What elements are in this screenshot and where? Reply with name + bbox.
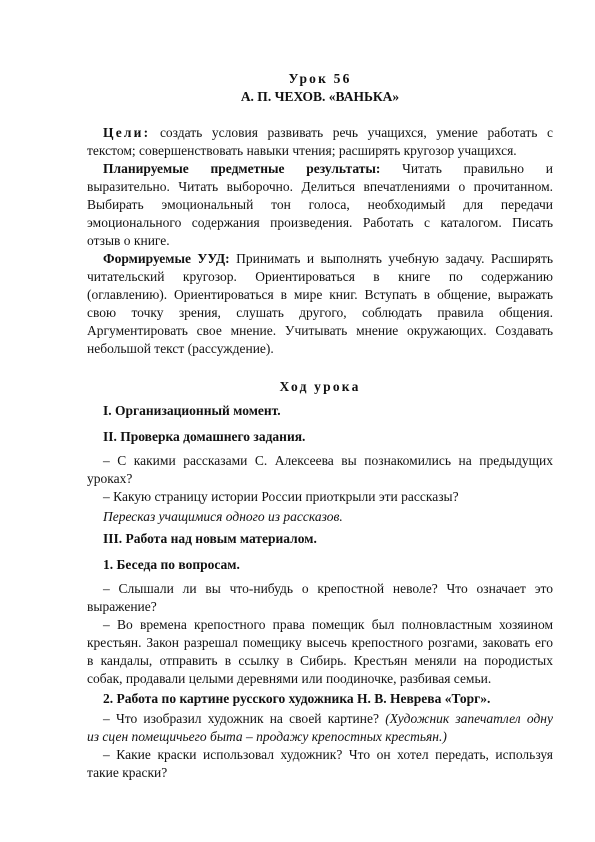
- uud-line-6: небольшой текст (рассуждение).: [87, 341, 274, 356]
- paragraph-1-line-1: – Во времена крепостного права помещик был полновластным хозяином: [103, 617, 553, 632]
- section-3-1-title: 1. Беседа по вопросам.: [103, 557, 240, 572]
- question-2: – Какую страницу истории России приоткрыли эти рассказы?: [103, 489, 459, 504]
- section-2-title: II. Проверка домашнего задания.: [103, 429, 306, 444]
- question-4-line-2: из сцен помещичьего быта – продажу крепостных крестьян.): [87, 729, 447, 744]
- retell-note: Пересказ учащимися одного из рассказов.: [103, 509, 343, 524]
- uud-line-3: (оглавлению). Ориентироваться в мире книг. Вступать в общение, выражать: [87, 287, 553, 302]
- section-3-title: III. Работа над новым материалом.: [103, 531, 317, 546]
- question-1-line-1: – С какими рассказами С. Алексеева вы познакомились на предыдущих: [103, 453, 553, 468]
- uud-line-4: свою точку зрения, слушать другого, соблюдать правила общения.: [87, 305, 553, 320]
- planned-label: Планируемые предметные результаты:: [103, 161, 381, 176]
- planned-line-4: эмоционального содержания произведения. Работать с каталогом. Писать: [87, 215, 553, 230]
- planned-text-1: Читать правильно и: [402, 161, 554, 176]
- planned-line-5: отзыв о книге.: [87, 233, 170, 248]
- question-4-answer-start: (Художник запечатлел одну: [385, 711, 553, 726]
- uud-label: Формируемые УУД:: [103, 251, 230, 266]
- course-heading: Ход урока: [279, 379, 361, 394]
- section-3-2-title: 2. Работа по картине русского художника Н. В. Неврева «Торг».: [103, 691, 491, 706]
- question-5-line-1: – Какие краски использовал художник? Что он хотел передать, используя: [103, 747, 553, 762]
- uud-line-1: [103, 250, 553, 268]
- goals-text-1: создать условия развивать речь учащихся, умение работать с: [159, 125, 553, 140]
- lesson-topic: А. П. ЧЕХОВ. «ВАНЬКА»: [240, 89, 400, 104]
- question-4-text: – Что изобразил художник на своей картине?: [103, 711, 379, 726]
- question-1-line-2: уроках?: [87, 471, 133, 486]
- question-3-line-2: выражение?: [87, 599, 157, 614]
- goals-label: Цели:: [103, 125, 151, 140]
- section-1-title: I. Организационный момент.: [103, 403, 281, 418]
- paragraph-1-line-4: собак, продавали целыми деревнями или поодиночке, разбивая семьи.: [87, 671, 492, 686]
- planned-line-2: выразительно. Читать выборочно. Делиться впечатлениями о прочитанном.: [87, 179, 553, 194]
- uud-line-2: читательский кругозор. Ориентироваться в книге по содержанию: [87, 269, 553, 284]
- uud-text-1: Принимать и выполнять учебную задачу. Расширять: [236, 251, 554, 266]
- paragraph-1-line-2: крестьян. Закон разрешал помещику высечь крепостного розгами, заковать его: [87, 635, 553, 650]
- lesson-number: Урок 56: [288, 71, 352, 86]
- uud-line-5: Аргументировать свое мнение. Учитывать мнение окружающих. Создавать: [87, 323, 553, 338]
- question-3-line-1: – Слышали ли вы что-нибудь о крепостной неволе? Что означает это: [103, 581, 553, 596]
- question-5-line-2: такие краски?: [87, 765, 168, 780]
- paragraph-1-line-3: в кандалы, отправить в ссылку в Сибирь. Крестьян меняли на породистых: [87, 653, 553, 668]
- planned-line-3: Выбирать эмоциональный тон голоса, необходимый для передачи: [87, 197, 553, 212]
- goals-line-1: [103, 124, 553, 142]
- planned-line-1: [103, 160, 553, 178]
- goals-line-2: текстом; совершенствовать навыки чтения; расширять кругозор учащихся.: [87, 143, 517, 158]
- question-4-line-1: [103, 710, 553, 728]
